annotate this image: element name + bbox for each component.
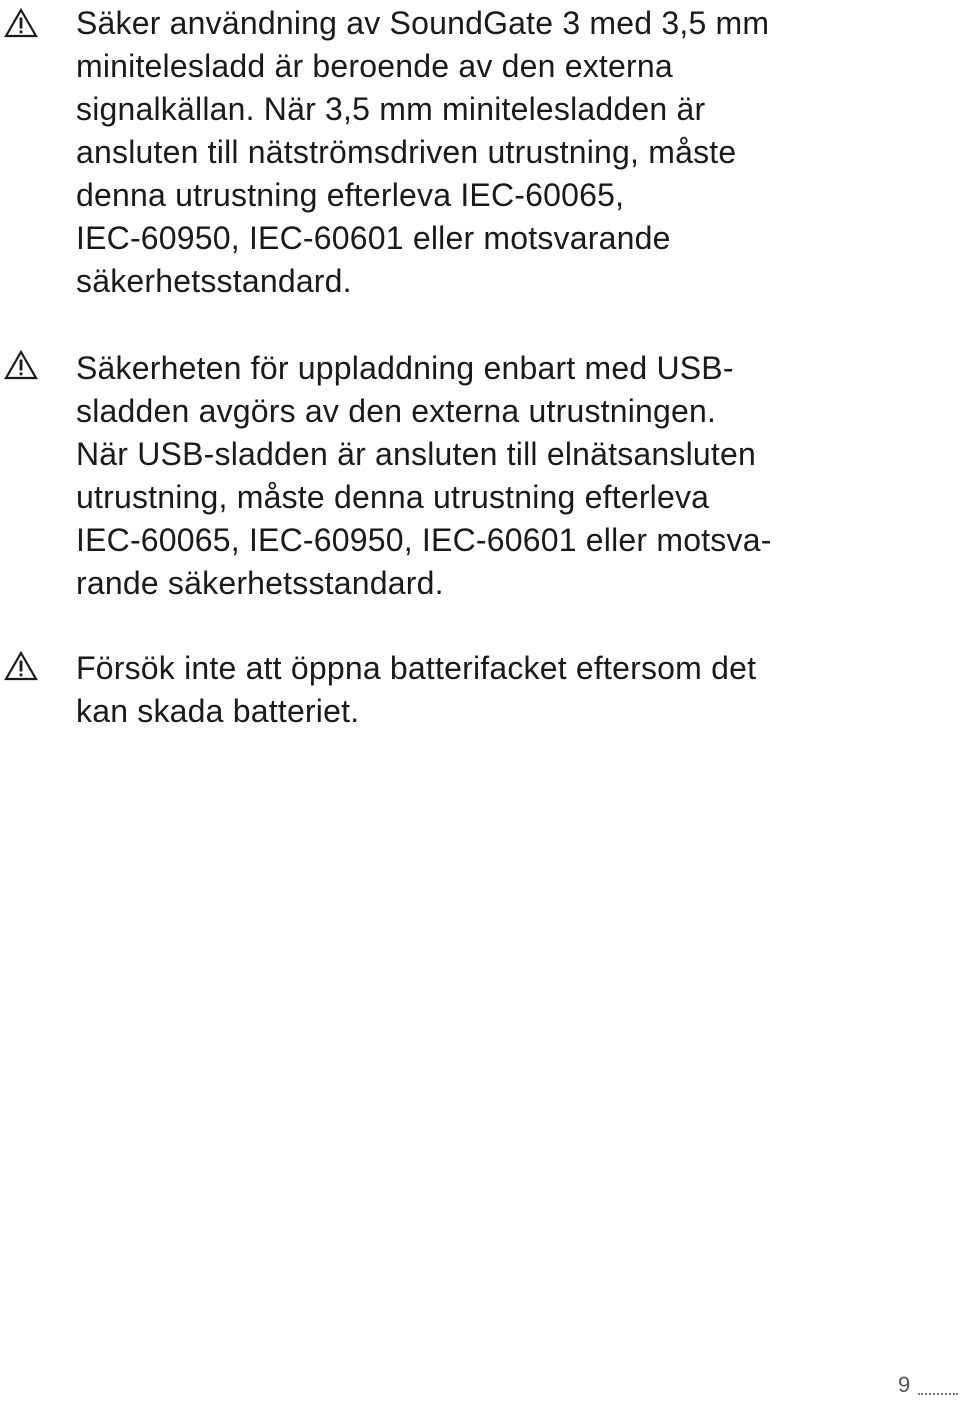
warning-triangle-icon xyxy=(4,8,38,38)
warning-text: Säker användning av SoundGate 3 med 3,5 mm minitelesladd är beroende av den externa signalkällan. När 3,5 mm minitelesladden är ansluten till nätströmsdriven utrustning, måste denna utrustning efterleva IEC-60065, IEC-60950, IEC-60601 eller motsvarande säkerhetsstandard. xyxy=(76,5,770,299)
warning-triangle-icon xyxy=(4,350,38,380)
warning-triangle-icon xyxy=(4,651,38,681)
page-number: 9 xyxy=(898,1372,911,1397)
warning-text: Försök inte att öppna batterifacket eftersom det kan skada batteriet. xyxy=(76,650,757,729)
page-number-divider xyxy=(918,1393,958,1395)
warning-text: Säkerheten för uppladdning enbart med USB- sladden avgörs av den externa utrustningen. När USB-sladden är ansluten till elnätsansluten utrustning, måste denna utrustning efterleva IEC-60065, IEC-60950, IEC-60601 eller motsva- rande säkerhetsstandard. xyxy=(76,350,772,601)
